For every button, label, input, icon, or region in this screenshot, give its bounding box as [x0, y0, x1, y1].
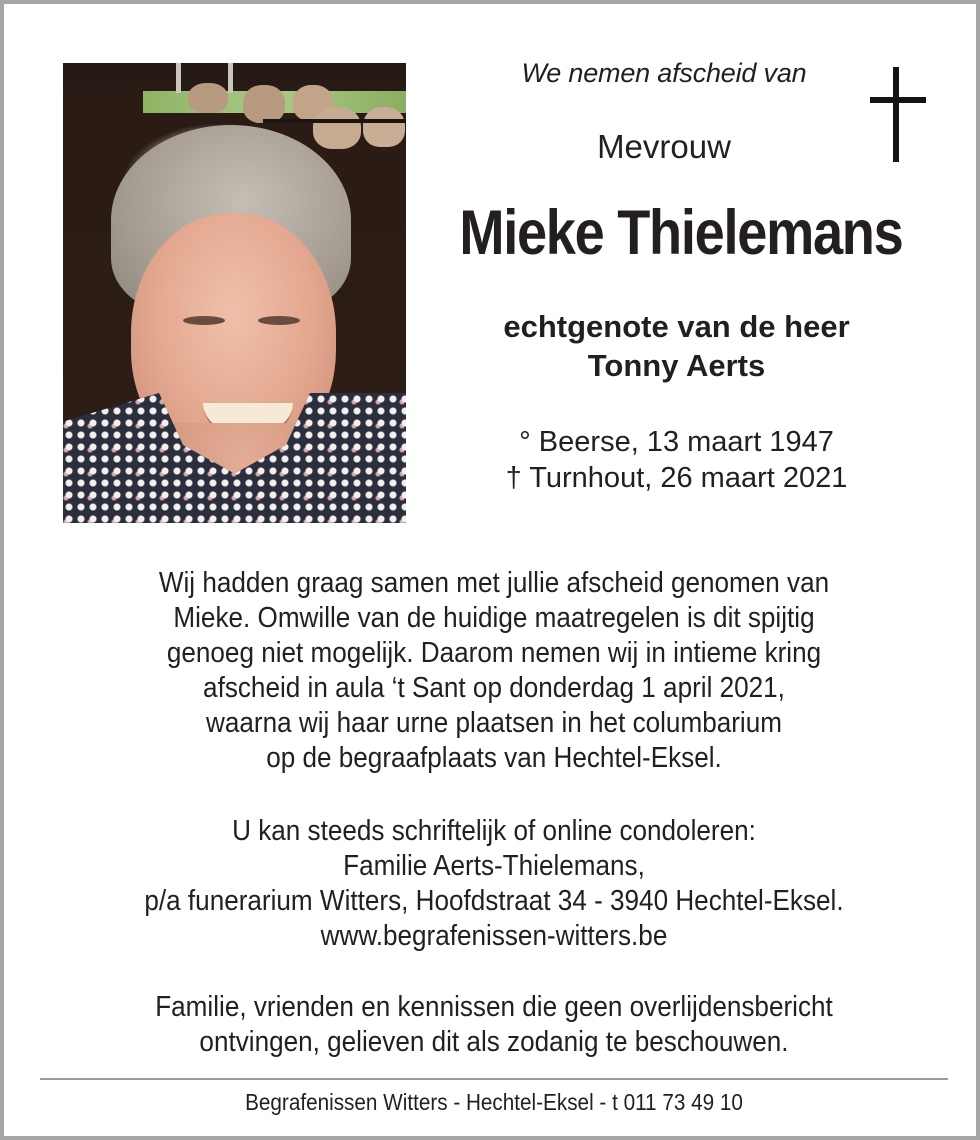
photo-sheep [243, 85, 285, 123]
photo-fence-rail [263, 119, 406, 123]
spouse-name: Tonny Aerts [587, 348, 766, 383]
paragraph-line: genoeg niet mogelijk. Daarom nemen wij in intieme kring [166, 637, 822, 669]
deceased-name: Mieke Thielemans [459, 198, 903, 268]
paragraph-line: waarna wij haar urne plaatsen in het columbarium [206, 707, 782, 739]
spouse-relation: echtgenote van de heer [503, 309, 850, 344]
death-date: † Turnhout, 26 maart 2021 [505, 462, 848, 494]
family-name: Familie Aerts-Thielemans, [343, 850, 645, 882]
honorific-title: Mevrouw [597, 128, 731, 165]
funeral-home-footer: Begrafenissen Witters - Hechtel-Eksel - t 011 73 49 10 [245, 1089, 743, 1115]
paragraph-line: ontvingen, gelieven dit als zodanig te beschouwen. [199, 1026, 789, 1058]
website-link[interactable]: www.begrafenissen-witters.be [320, 920, 668, 952]
closing-paragraph [53, 990, 935, 1060]
photo-eye [183, 316, 225, 325]
photo-post [176, 63, 181, 93]
photo-eye [258, 316, 300, 325]
postal-address: p/a funerarium Witters, Hoofdstraat 34 - 3940 Hechtel-Eksel. [144, 885, 844, 917]
photo-sheep [363, 107, 405, 147]
spouse-info [434, 307, 919, 385]
intro-text: We nemen afscheid van [521, 58, 807, 88]
footer-divider [40, 1078, 948, 1080]
photo-sheep [188, 83, 228, 113]
cross-horizontal-bar [870, 97, 926, 103]
photo-post [228, 63, 233, 93]
ceremony-paragraph [53, 566, 935, 776]
condolence-paragraph [53, 814, 935, 954]
photo-sheep [313, 107, 361, 149]
paragraph-line: op de begraafplaats van Hechtel-Eksel. [266, 742, 722, 774]
portrait-photo [63, 63, 406, 523]
life-dates [434, 424, 919, 496]
paragraph-line: afscheid in aula ‘t Sant op donderdag 1 april 2021, [203, 672, 785, 704]
paragraph-line: Mieke. Omwille van de huidige maatregelen is dit spijtig [173, 602, 815, 634]
paragraph-line: U kan steeds schriftelijk of online condoleren: [232, 815, 756, 847]
paragraph-line: Familie, vrienden en kennissen die geen overlijdensbericht [155, 991, 833, 1023]
paragraph-line: Wij hadden graag samen met jullie afscheid genomen van [158, 567, 830, 599]
birth-date: ° Beerse, 13 maart 1947 [519, 426, 834, 458]
